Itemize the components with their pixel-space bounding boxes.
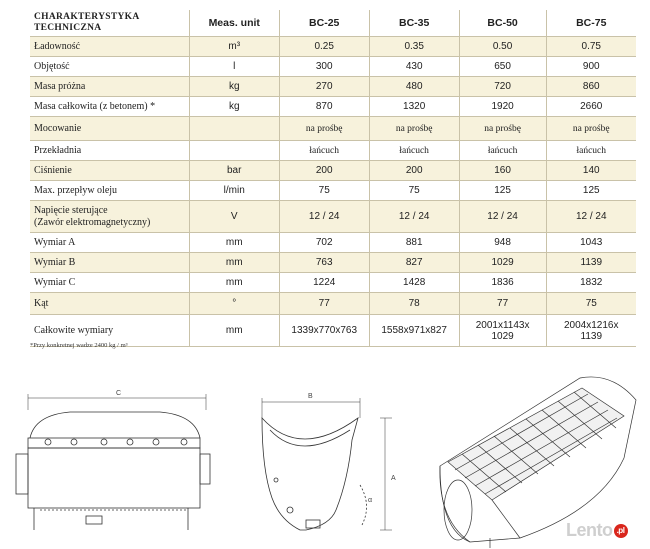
cell: na prośbę	[459, 117, 546, 141]
row-unit: °	[189, 293, 279, 315]
lento-watermark-logo: Lento .pl	[566, 520, 628, 541]
row-unit: mm	[189, 273, 279, 293]
cell: na prośbę	[279, 117, 369, 141]
table-row	[30, 97, 636, 117]
cell: łańcuch	[279, 141, 369, 161]
cell: 1029	[459, 253, 546, 273]
row-unit	[189, 141, 279, 161]
cell: 948	[459, 233, 546, 253]
table-row	[30, 57, 636, 77]
cell: 1339x770x763	[279, 315, 369, 347]
row-unit: kg	[189, 77, 279, 97]
cell: 75	[369, 181, 459, 201]
cell: łańcuch	[369, 141, 459, 161]
row-label: Ciśnienie	[30, 161, 189, 181]
cell: 0.25	[279, 37, 369, 57]
header-model: BC-50	[459, 10, 546, 37]
cell: 125	[546, 181, 636, 201]
cell: 0.50	[459, 37, 546, 57]
row-label: Ładowność	[30, 37, 189, 57]
cell: 75	[546, 293, 636, 315]
cell: 430	[369, 57, 459, 77]
table-row	[30, 273, 636, 293]
cell: na prośbę	[369, 117, 459, 141]
row-label: Masa próżna	[30, 77, 189, 97]
row-unit	[189, 117, 279, 141]
cell: 2001x1143x 1029	[459, 315, 546, 347]
row-label: Całkowite wymiary	[30, 315, 189, 347]
cell: 1428	[369, 273, 459, 293]
cell: 12 / 24	[279, 201, 369, 233]
cell: 900	[546, 57, 636, 77]
table-row	[30, 77, 636, 97]
header-title: CHARAKTERYSTYKA TECHNICZNA	[30, 10, 189, 37]
cell: 0.75	[546, 37, 636, 57]
header-unit: Meas. unit	[189, 10, 279, 37]
cell: 2660	[546, 97, 636, 117]
row-label: Wymiar B	[30, 253, 189, 273]
cell: 200	[369, 161, 459, 181]
row-label: Przekładnia	[30, 141, 189, 161]
row-label: Wymiar A	[30, 233, 189, 253]
cell: łańcuch	[459, 141, 546, 161]
cell: 1224	[279, 273, 369, 293]
cell: 300	[279, 57, 369, 77]
side-view-drawing	[262, 398, 392, 530]
footnote: *Przy konkretnej wadze 2400 kg / m³	[30, 342, 128, 349]
table-row	[30, 141, 636, 161]
cell: 860	[546, 77, 636, 97]
cell: 1832	[546, 273, 636, 293]
row-unit: mm	[189, 253, 279, 273]
row-label: Masa całkowita (z betonem) *	[30, 97, 189, 117]
cell: 702	[279, 233, 369, 253]
cell: 75	[279, 181, 369, 201]
spec-table	[30, 10, 636, 347]
table-row	[30, 293, 636, 315]
row-unit: V	[189, 201, 279, 233]
cell: 270	[279, 77, 369, 97]
angle-label: α	[368, 497, 373, 504]
row-label: Max. przepływ oleju	[30, 181, 189, 201]
cell: 827	[369, 253, 459, 273]
cell: 720	[459, 77, 546, 97]
row-unit: l/min	[189, 181, 279, 201]
cell: 77	[279, 293, 369, 315]
table-row	[30, 117, 636, 141]
row-unit: l	[189, 57, 279, 77]
row-unit: mm	[189, 233, 279, 253]
row-unit: bar	[189, 161, 279, 181]
row-unit: m³	[189, 37, 279, 57]
row-label: Napięcie sterujące (Zawór elektromagnetyczny)	[30, 201, 189, 233]
header-model: BC-35	[369, 10, 459, 37]
table-row	[30, 201, 636, 233]
cell: 2004x1216x 1139	[546, 315, 636, 347]
cell: 650	[459, 57, 546, 77]
cell: 12 / 24	[459, 201, 546, 233]
cell: 78	[369, 293, 459, 315]
cell: 1043	[546, 233, 636, 253]
cell: 870	[279, 97, 369, 117]
cell: 1558x971x827	[369, 315, 459, 347]
dimension-label-c: C	[116, 390, 122, 397]
row-label: Mocowanie	[30, 117, 189, 141]
table-row	[30, 233, 636, 253]
cell: 200	[279, 161, 369, 181]
cell: 125	[459, 181, 546, 201]
cell: 1320	[369, 97, 459, 117]
cell: na prośbę	[546, 117, 636, 141]
cell: 12 / 24	[546, 201, 636, 233]
dimension-label-b: B	[308, 393, 313, 400]
cell: 77	[459, 293, 546, 315]
technical-drawings	[0, 370, 650, 549]
table-row	[30, 161, 636, 181]
table-row	[30, 37, 636, 57]
row-label: Wymiar C	[30, 273, 189, 293]
cell: 1920	[459, 97, 546, 117]
cell: 881	[369, 233, 459, 253]
row-label: Objętość	[30, 57, 189, 77]
cell: 1836	[459, 273, 546, 293]
header-row	[30, 10, 636, 37]
cell: 1139	[546, 253, 636, 273]
cell: łańcuch	[546, 141, 636, 161]
cell: 140	[546, 161, 636, 181]
cell: 12 / 24	[369, 201, 459, 233]
cell: 160	[459, 161, 546, 181]
cell: 0.35	[369, 37, 459, 57]
dimension-label-a: A	[391, 475, 396, 482]
row-unit: mm	[189, 315, 279, 347]
header-model: BC-25	[279, 10, 369, 37]
cell: 480	[369, 77, 459, 97]
table-row	[30, 253, 636, 273]
front-view-drawing	[16, 394, 210, 530]
row-label: Kąt	[30, 293, 189, 315]
cell: 763	[279, 253, 369, 273]
table-row	[30, 181, 636, 201]
row-unit: kg	[189, 97, 279, 117]
header-model: BC-75	[546, 10, 636, 37]
